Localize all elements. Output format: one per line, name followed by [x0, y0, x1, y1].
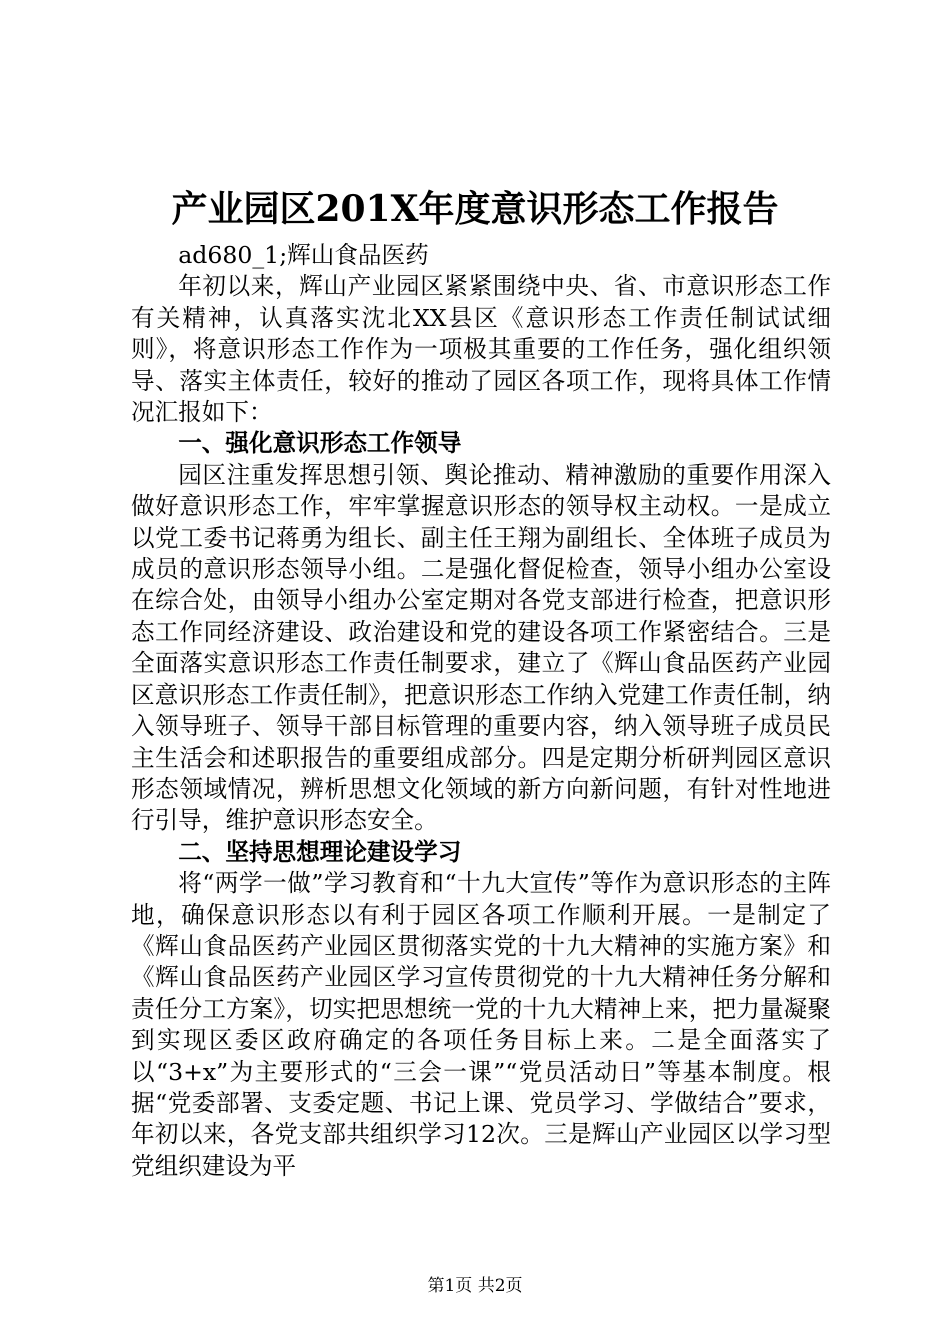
- document-subtitle: ad680_1;辉山食品医药: [178, 241, 429, 269]
- section-2-heading: 二、坚持思想理论建设学习: [178, 837, 462, 866]
- intro-paragraph: 年初以来，辉山产业园区紧紧围绕中央、省、市意识形态工作有关精神，认真落实沈北XX县区《意识形态工作责任制试试细则》，将意识形态工作作为一项极其重要的工作任务，强化组织领导、落实主体责任，较好的推动了园区各项工作，现将具体工作情况汇报如下：: [131, 272, 831, 427]
- document-body: [131, 240, 831, 1182]
- document-title: 产业园区201X年度意识形态工作报告: [171, 188, 779, 230]
- section-2-paragraph: 将“两学一做”学习教育和“十九大宣传”等作为意识形态的主阵地，确保意识形态以有利于园区各项工作顺利开展。一是制定了《辉山食品医药产业园区贯彻落实党的十九大精神的实施方案》和《辉山食品医药产业园区学习宣传贯彻党的十九大精神任务分解和责任分工方案》，切实把思想统一党的十九大精神上来，把力量凝聚到实现区委区政府确定的各项任务目标上来。二是全面落实了以“3+x”为主要形式的“三会一课”“党员活动日”等基本制度。根据“党委部署、支委定题、书记上课、党员学习、学做结合”要求，年初以来，各党支部共组织学习12次。三是辉山产业园区以学习型党组织建设为平: [131, 869, 831, 1180]
- page-number-footer: 第1页 共2页: [427, 1276, 523, 1296]
- section-1-paragraph: 园区注重发挥思想引领、舆论推动、精神激励的重要作用深入做好意识形态工作，牢牢掌握意识形态的领导权主动权。一是成立以党工委书记蒋勇为组长、副主任王翔为副组长、全体班子成员为成员的意识形态领导小组。二是强化督促检查，领导小组办公室设在综合处，由领导小组办公室定期对各党支部进行检查，把意识形态工作同经济建设、政治建设和党的建设各项工作紧密结合。三是全面落实意识形态工作责任制要求，建立了《辉山食品医药产业园区意识形态工作责任制》，把意识形态工作纳入党建工作责任制，纳入领导班子、领导干部目标管理的重要内容，纳入领导班子成员民主生活会和述职报告的重要组成部分。四是定期分析研判园区意识形态领域情况，辨析思想文化领域的新方向新问题，有针对性地进行引导，维护意识形态安全。: [131, 460, 831, 835]
- section-1-heading: 一、强化意识形态工作领导: [178, 429, 462, 458]
